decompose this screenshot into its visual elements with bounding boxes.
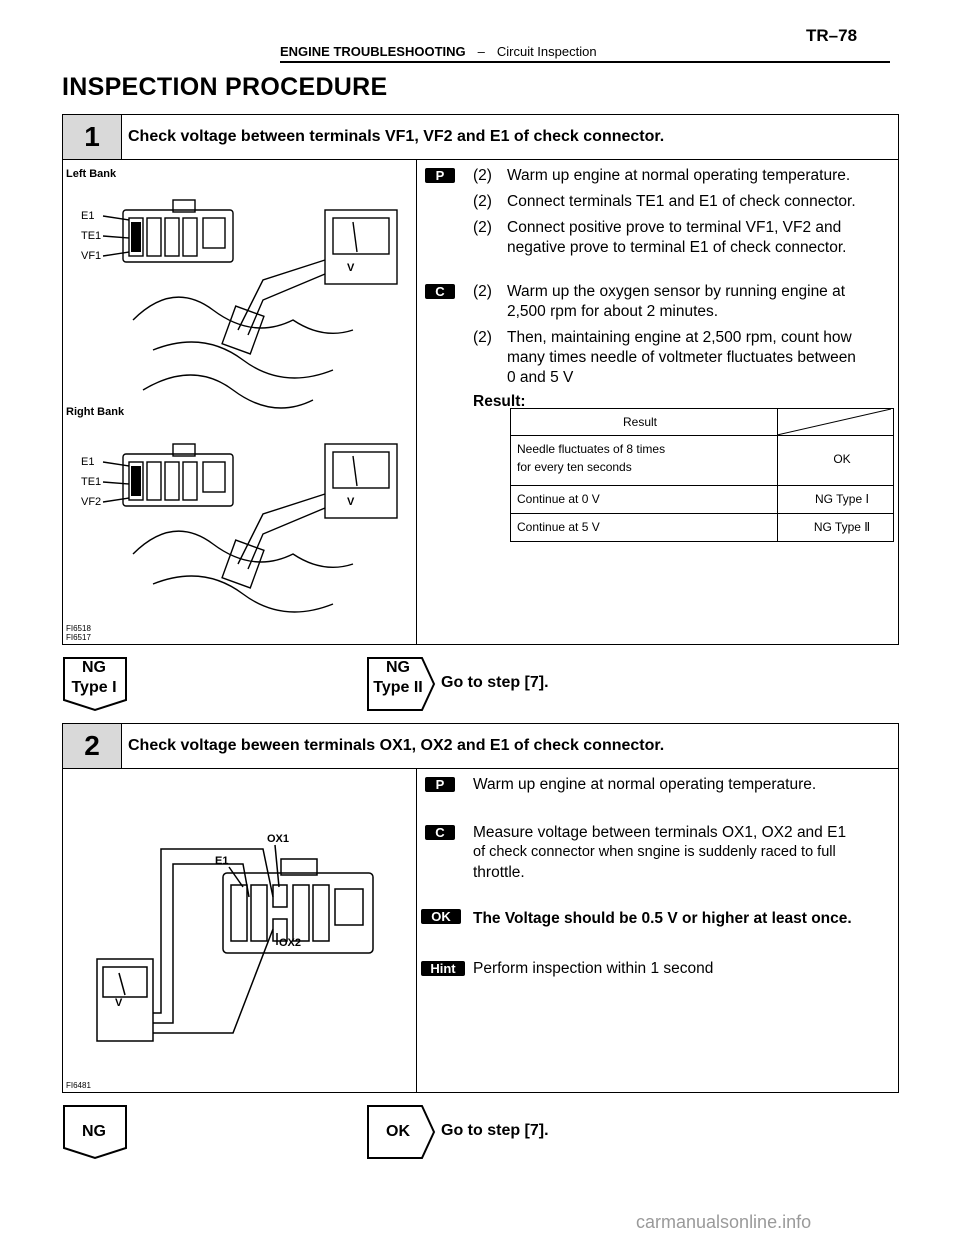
- figure-caption-1: FI6518: [66, 624, 91, 633]
- c-text-2: of check connector when sngine is suddenly raced to full: [473, 844, 836, 860]
- step-2-header: [63, 724, 898, 769]
- step-2-title: Check voltage beween terminals OX1, OX2 and E1 of check connector.: [122, 724, 898, 768]
- step-2-number: 2: [63, 724, 122, 768]
- engine-connector-illustration: [63, 160, 415, 644]
- p-item-2-num: (2): [473, 193, 492, 210]
- header-section: ENGINE TROUBLESHOOTING: [280, 44, 466, 59]
- step-1-box: [62, 114, 899, 645]
- result-row: [511, 485, 893, 514]
- step-2-figure: [63, 769, 417, 1093]
- flow-ng: [62, 1104, 128, 1160]
- result-header-diagonal: [777, 409, 891, 435]
- flow-ng-type-1-l1: NG: [82, 659, 106, 676]
- tag-ok: OK: [421, 909, 461, 924]
- flow-ok-label: OK: [386, 1123, 410, 1140]
- ox-connector-illustration: [63, 769, 415, 1091]
- lb-te1-label: TE1: [81, 230, 102, 242]
- lb-vf1-label: VF1: [81, 250, 102, 262]
- header-separator: –: [477, 44, 485, 59]
- flow-ng-type-1: [62, 656, 128, 712]
- p-item-3-num: (2): [473, 219, 492, 236]
- rb-meter-v: V: [347, 496, 355, 508]
- result-label: Result:: [473, 393, 526, 410]
- flow-ng-type-1-l2: Type I: [71, 679, 117, 696]
- tag-p: P: [425, 168, 455, 183]
- figure-caption-2: FI6517: [66, 633, 91, 642]
- p-item-2-text: Connect terminals TE1 and E1 of check connector.: [507, 193, 856, 210]
- step-1-figure: [63, 160, 417, 645]
- result-row-1-verdict: OK: [833, 452, 851, 466]
- page-title: INSPECTION PROCEDURE: [62, 73, 388, 101]
- flow-ng-type-2: [366, 656, 436, 712]
- left-bank-label: Left Bank: [66, 168, 117, 180]
- flow-ng-type-2-l1: NG: [386, 659, 410, 676]
- ox1-label: OX1: [267, 833, 290, 845]
- p-item-3-text-cont: negative prove to terminal E1 of check connector.: [507, 239, 847, 256]
- c-item-1-text: Warm up the oxygen sensor by running engine at: [507, 283, 846, 300]
- flow-ng-type-2-l2: Type II: [373, 679, 423, 696]
- result-row-3-verdict: NG Type Ⅱ: [813, 520, 871, 534]
- result-row: [511, 435, 893, 482]
- lb-e1-label: E1: [81, 210, 95, 222]
- flow-ng-label: NG: [82, 1123, 106, 1140]
- hint-text: Perform inspection within 1 second: [473, 960, 714, 977]
- result-table-header: Result: [623, 415, 658, 429]
- step-1-header: [63, 115, 898, 160]
- rb-te1-label: TE1: [81, 476, 102, 488]
- tag-p: P: [425, 777, 455, 792]
- rb-e1-label: E1: [81, 456, 95, 468]
- p-text: Warm up engine at normal operating temperature.: [473, 776, 817, 793]
- c-item-2-text: Then, maintaining engine at 2,500 rpm, count how: [507, 329, 852, 346]
- step-1-number: 1: [63, 115, 122, 159]
- result-row-3-desc: Continue at 5 V: [517, 520, 600, 534]
- rb-vf2-label: VF2: [81, 496, 102, 508]
- result-row-1-desc-b: for every ten seconds: [517, 460, 632, 474]
- lb-meter-v: V: [347, 262, 355, 274]
- e1-label: E1: [215, 855, 229, 867]
- running-header: [280, 44, 597, 59]
- ok-text: The Voltage should be 0.5 V or higher at least once.: [473, 910, 852, 927]
- step-1-title: Check voltage between terminals VF1, VF2 and E1 of check connector.: [122, 115, 898, 159]
- right-bank-label: Right Bank: [66, 406, 125, 418]
- header-rule: [280, 61, 890, 63]
- tag-c: C: [425, 825, 455, 840]
- step-2-box: [62, 723, 899, 1093]
- step-2-instructions: [417, 769, 898, 1093]
- tag-hint: Hint: [421, 961, 465, 976]
- watermark: carmanualsonline.info: [636, 1212, 812, 1232]
- page-number: TR–78: [806, 26, 858, 45]
- c-item-2-num: (2): [473, 329, 492, 346]
- p-item-1-text: Warm up engine at normal operating temperature.: [507, 167, 851, 184]
- result-table: [510, 408, 894, 542]
- result-row: [511, 513, 893, 542]
- meter-v-label: V: [115, 997, 123, 1009]
- flow-ok: [366, 1104, 436, 1160]
- flow-1-goto: Go to step [7].: [441, 674, 549, 691]
- tag-c: C: [425, 284, 455, 299]
- c-item-2-text-cont: many times needle of voltmeter fluctuates between: [507, 349, 856, 366]
- result-row-1-desc-a: Needle fluctuates of 8 times: [517, 442, 666, 456]
- header-subsection: Circuit Inspection: [496, 44, 597, 59]
- figure-caption: FI6481: [66, 1081, 91, 1090]
- p-item-3-text: Connect positive prove to terminal VF1, VF2 and: [507, 219, 842, 236]
- step-1-instructions: [417, 160, 898, 645]
- flow-2-goto: Go to step [7].: [441, 1122, 549, 1139]
- result-row-2-verdict: NG Type Ⅰ: [814, 492, 869, 506]
- ox2-label: OX2: [279, 937, 302, 949]
- p-item-1-num: (2): [473, 167, 492, 184]
- result-row-2-desc: Continue at 0 V: [517, 492, 600, 506]
- c-text-3: throttle.: [473, 864, 525, 881]
- c-text-1: Measure voltage between terminals OX1, OX2 and E1: [473, 824, 847, 841]
- c-item-1-num: (2): [473, 283, 492, 300]
- c-item-2-text-cont2: 0 and 5 V: [507, 369, 574, 386]
- c-item-1-text-cont: 2,500 rpm for about 2 minutes.: [507, 303, 719, 320]
